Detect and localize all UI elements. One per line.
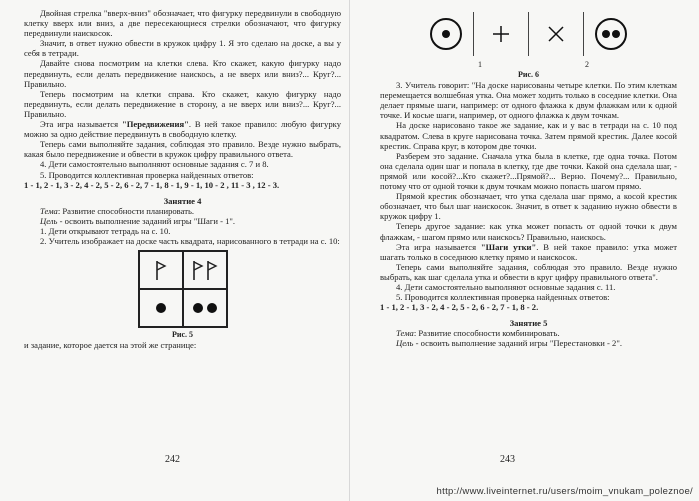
figure-cell (419, 12, 473, 56)
theme-text: : Развитие способности комбинировать. (413, 328, 560, 339)
figure-cell (584, 12, 638, 56)
paragraph: Значит, в ответ нужно обвести в кружок цифру 1. Я это сделаю на доске, а вы у себя в тетради. (24, 38, 341, 59)
step: 1. Дети открывают тетрадь на с. 10. (40, 225, 171, 236)
page-number: 243 (500, 454, 515, 465)
text: Эта игра называется (40, 119, 122, 130)
paragraph: Прямой крестик обозначает, что утка сделала шаг прямо, а косой крестик обозначает, что был шаг наискосок. Значит, в ответ к заданию нужно обвести в кружок цифру 1. (380, 191, 677, 222)
paragraph: Давайте снова посмотрим на клетки слева. Кто скажет, какую фигурку надо передвинуть, если делать передвижение наискось, а не вверх или вниз?... Круг?... Правильно. (24, 58, 341, 89)
paragraph: 5. Проводится коллективная проверка найденных ответов: (396, 292, 610, 303)
paragraph: Двойная стрелка "вверх-вниз" обозначает, что фигурку передвинули в свободную клетку вверх или вниз, а две пересекающиеся стрелки обозначают, что фигурку передвинули наискосок. (24, 8, 341, 39)
paragraph: и задание, которое дается на этой же странице: (24, 340, 197, 351)
grid-cell (183, 289, 227, 327)
text: Эта игра называется (396, 241, 481, 252)
goal-text: - освоить выполнение заданий игры "Шаги - 1". (57, 215, 236, 226)
figure-caption: Рис. 6 (517, 70, 540, 79)
grid-cell (183, 251, 227, 289)
paragraph: Теперь другое задание: как утка может попасть от одной точки к двум флажкам, - шагом прямо или наискось? Правильно, наискось. (380, 221, 677, 242)
text: . В ней такое правило: любую фигурку можно за одно действие передвинуть в свободную клетку. (24, 119, 341, 140)
left-page (0, 0, 349, 501)
answers: 1 - 1, 2 - 1, 3 - 2, 4 - 2, 5 - 2, 6 - 2, 7 - 1, 8 - 2. (380, 302, 539, 313)
goal-label: Цель (396, 338, 414, 349)
theme-text: : Развитие способности планировать. (57, 205, 195, 216)
theme-label: Тема (396, 328, 414, 339)
theme-line (380, 328, 677, 338)
goal-line (380, 338, 677, 348)
goal-label: Цель (40, 215, 58, 226)
goal-line (24, 216, 341, 226)
theme-line (24, 206, 341, 216)
lesson-title: Занятие 4 (163, 195, 202, 206)
figure-caption: Рис. 5 (171, 330, 194, 340)
grid-cell (139, 289, 183, 327)
game-name: "Шаги утки" (480, 241, 537, 252)
paragraph: Разберем это задание. Сначала утка была в клетке, где одна точка. Потом она сделала один шаг и попала в клетку, где две точки. Какой она сделала шаг, - прямой или косой?...Кто скажет?...Прямой?... Верно. Почему?... Правильно, потому что от одной точки к двум точкам можно попасть шагом прямо. (380, 150, 677, 192)
paragraph: Теперь сами выполняйте задания, соблюдая это правило. Везде нужно выбрать, как шаг сделала утка и обвести в круг цифру правильного ответа". (380, 261, 677, 282)
game-rule-paragraph (24, 119, 341, 139)
circled-two-dots-icon (594, 17, 628, 51)
game-name: "Передвижения" (121, 119, 189, 130)
paragraph: Теперь сами выполняйте задания, соблюдая это правило. Везде нужно выбрать, какая было передвижение и обвести в кружок цифру правильного ответа. (24, 139, 341, 160)
figure-label: 2 (585, 60, 589, 69)
cross-icon (545, 23, 567, 45)
answers: 1 - 1, 2 - 1, 3 - 2, 4 - 2, 5 - 2, 6 - 2, 7 - 1, 8 - 1, 9 - 1, 10 - 2 , 11 - 3 , 12 - 3. (24, 179, 280, 190)
watermark-url: http://www.liveinternet.ru/users/moim_vnukam_poleznoe/ (436, 486, 693, 497)
two-dots-icon (191, 301, 219, 315)
text: . В ней такое правило: утка может шагать только в соседнюю клетку прямо и наискосок. (380, 241, 677, 262)
one-flag-icon (154, 259, 168, 281)
figure-5-grid (138, 250, 228, 328)
plus-icon (490, 23, 512, 45)
one-dot-icon (154, 301, 168, 315)
figure-labels (380, 60, 677, 70)
two-flags-icon (191, 259, 219, 281)
figure-label: 1 (478, 60, 482, 69)
figure-cell (474, 12, 528, 56)
goal-text: - освоить выполнение заданий игры "Перестановки - 2". (413, 338, 623, 349)
right-page (349, 0, 699, 501)
page-number: 242 (165, 454, 180, 465)
paragraph: 3. Учитель говорит: "На доске нарисованы четыре клетки. По этим клеткам перемещается волшебная утка. Она может ходить только в соседние клетки. Она делает прямые шаги, например: от одного флажка к двум флажкам или к одной точке. И косые шаги, например, от одного флажка к двум точкам. (380, 80, 677, 121)
figure-cell (529, 12, 583, 56)
grid-cell (139, 251, 183, 289)
paragraph: На доске нарисовано такое же задание, как и у вас в тетради на с. 10 под квадратом. Слева в круге нарисована точка. Затем прямой крестик. Далее косой крестик. Справа круг, в котором две точки. (380, 120, 677, 151)
step: 2. Учитель изображает на доске часть квадрата, нарисованного в тетради на с. 10: (40, 236, 340, 247)
theme-label: Тема (40, 205, 58, 216)
circled-dot-icon (429, 17, 463, 51)
paragraph: 4. Дети самостоятельно выполняют основные задания с. 7 и 8. (40, 159, 269, 170)
figure-6 (380, 8, 677, 60)
lesson-title: Занятие 5 (509, 318, 548, 329)
game-rule-paragraph (380, 242, 677, 262)
paragraph: Теперь посмотрим на клетки справа. Кто скажет, какую фигурку надо передвинуть, если делать передвижение в сторону, а не вверх или вниз?... Круг?... Правильно. (24, 88, 341, 119)
paragraph: 4. Дети самостоятельно выполняют основные задания с. 11. (396, 281, 616, 292)
paragraph: 5. Проводится коллективная проверка найденных ответов: (40, 169, 254, 180)
